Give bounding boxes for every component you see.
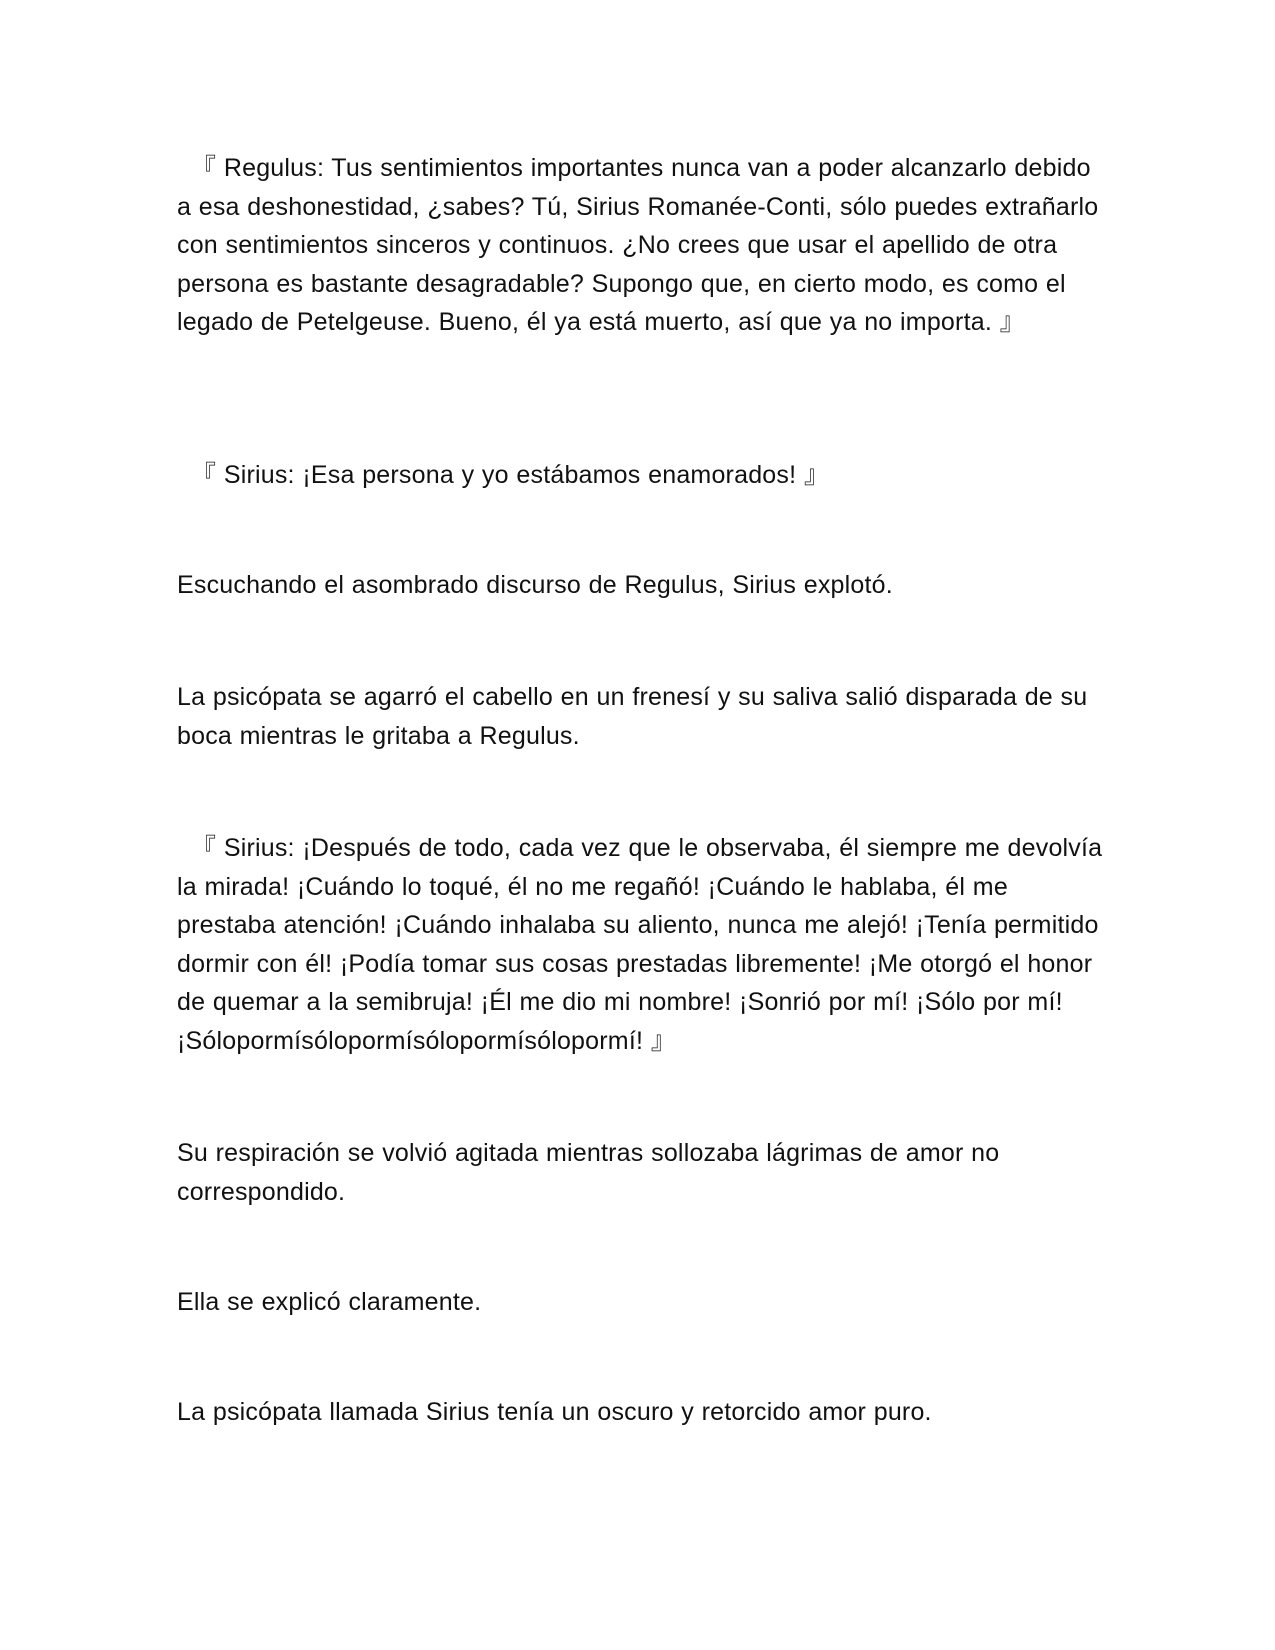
dialogue-regulus: 『 Regulus: Tus sentimientos importantes nunca van a poder alcanzarlo debido a esa deshonestidad, ¿sabes? Tú, Sirius Romanée-Conti, sólo puedes extrañarlo con sentimientos sinceros y continuos. ¿No crees que usar el apellido de otra persona es bastante desagradable? Supongo que, en cierto modo, es como el legado de Petelgeuse. Bueno, él ya está muerto, así que ya no importa. 』: [177, 154, 1099, 336]
narration-paragraph: Ella se explicó claramente.: [177, 1288, 482, 1316]
narration-paragraph: La psicópata se agarró el cabello en un frenesí y su saliva salió disparada de su boca mientras le gritaba a Regulus.: [177, 683, 1088, 750]
dialogue-sirius-outburst: 『 Sirius: ¡Después de todo, cada vez que le observaba, él siempre me devolvía la mirada! ¡Cuándo lo toqué, él no me regañó! ¡Cuándo le hablaba, él me prestaba atención! ¡Cuándo inhalaba su aliento, nunca me alejó! ¡Tenía permitido dormir con él! ¡Podía tomar sus cosas prestadas libremente! ¡Me otorgó el honor de quemar a la semibruja! ¡Él me dio mi nombre! ¡Sonrió por mí! ¡Sólo por mí! ¡Sólopormísólopormísólopormísólopormí! 』: [177, 834, 1103, 1055]
narration-paragraph: Su respiración se volvió agitada mientras sollozaba lágrimas de amor no correspondido.: [177, 1139, 1000, 1206]
narration-paragraph: Escuchando el asombrado discurso de Regulus, Sirius explotó.: [177, 571, 893, 599]
narration-paragraph: La psicópata llamada Sirius tenía un oscuro y retorcido amor puro.: [177, 1398, 932, 1426]
dialogue-sirius-enamorados: 『 Sirius: ¡Esa persona y yo estábamos enamorados! 』: [191, 461, 830, 489]
